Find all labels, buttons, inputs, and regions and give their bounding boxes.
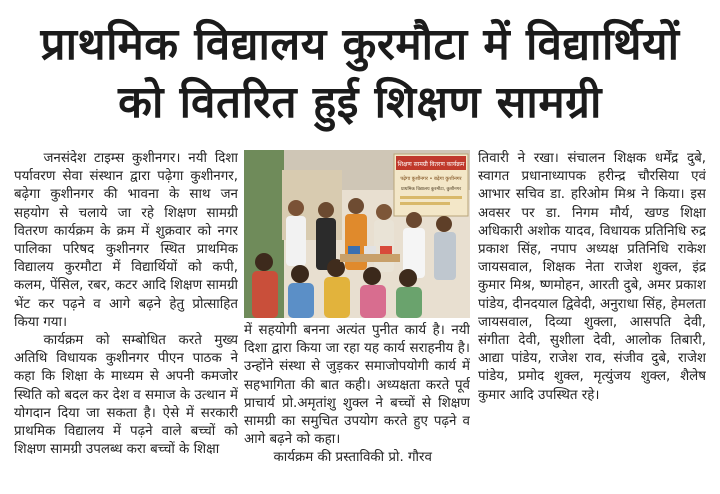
- column-1-paragraph-1: जनसंदेश टाइम्स कुशीनगर। नयी दिशा पर्यावरण सेवा संस्थान द्वारा पढ़ेगा कुशीनगर, बढ़ेगा कुशीनगर की भावना के साथ जन सहयोग से चलाये जा रहे शिक्षण सामग्री वितरण कार्यक्रम के क्रम में शुक्रवार को नगर पालिका परिषद कुशीनगर स्थित प्राथमिक विद्यालय कुरमौटा में विद्यार्थियों को कपी, कलम, पेंसिल, रबर, कटर आदि शिक्षण सामग्री भेंट कर पढ़ने व आगे बढ़ने हेतु प्रोत्साहित किया गया।: [14, 151, 238, 330]
- event-photo: [244, 150, 470, 318]
- event-photo-illustration: [244, 150, 470, 318]
- column-2-paragraph-2: कार्यक्रम की प्रस्ताविकी प्रो. गौरव: [273, 450, 432, 466]
- column-3-paragraph-1: तिवारी ने रखा। संचालन शिक्षक धर्मेंद्र दुबे, स्वागत प्रधानाध्यापक हरीन्द्र चौरसिया एवं आभार सचिव डा. हरिओम मिश्र ने किया। इस अवसर पर डा. निगम मौर्य, खण्ड शिक्षा अधिकारी अशोक यादव, विधायक प्रतिनिधि रुद्र प्रकाश सिंह, नपाप अध्यक्ष प्रतिनिधि राकेश जायसवाल, शिक्षक नेता राजेश शुक्ल, इंद्र कुमार मिश्र, ष्णमोहन, आरती दुबे, अमर प्रकाश पांडेय, दीनदयाल द्विवेदी, अनुराधा सिंह, हेमलता जायसवाल, दिव्या शुक्ला, आसपति देवी, संगीता देवी, सुशीला देवी, आलोक तिबारी, आद्या पांडेय, राजेश राव, संजीव दुबे, राजेश पांडेय, प्रमोद शुक्ल, मृत्युंजय शुक्ल, शैलेष कुमार आदि उपस्थित रहे।: [478, 151, 706, 403]
- banner-subtitle: पढ़ेगा कुशीनगर • बढ़ेगा कुशीनगर: [400, 176, 462, 182]
- headline-line-1: प्राथमिक विद्यालय कुरमौटा में विद्यार्थियों: [40, 19, 680, 70]
- article-column-1: [14, 150, 238, 490]
- column-1-paragraph-2: कार्यक्रम को सम्बोधित करते मुख्य अतिथि विधायक कुशीनगर पीएन पाठक ने कहा कि शिक्षा के माध्यम से अपनी कमजोर स्थिति को बदल कर देश व समाज के उत्थान में योगदान दिया जा सकता है। ऐसे में सरकारी प्राथमिक विद्यालय में पढ़ने वाले बच्चों को शिक्षण सामग्री उपलब्ध करा बच्चों के शिक्षा: [14, 333, 238, 458]
- banner-title: शिक्षण सामग्री वितरण कार्यक्रम: [397, 161, 465, 168]
- column-2-paragraph-1: में सहयोगी बनना अत्यंत पुनीत कार्य है। नयी दिशा द्वारा किया जा रहा यह कार्य सराहनीय है। उन्होंने संस्था से जुड़कर समाजोपयोगी कार्य में सहभागिता की बात कही। अध्यक्षता करते पूर्व प्राचार्य प्रो.अमृतांशु शुक्ल ने बच्चों से शिक्षण सामग्री का समुचित उपयोग करते हुए पढ़ने व आगे बढ़ने को कहा।: [244, 323, 470, 448]
- banner-venue: प्राथमिक विद्यालय कुरमौटा, कुशीनगर: [400, 187, 462, 192]
- headline-line-2: को वितरित हुई शिक्षण सामग्री: [118, 77, 602, 128]
- article-column-2: [244, 322, 470, 490]
- article-column-3: [478, 150, 706, 490]
